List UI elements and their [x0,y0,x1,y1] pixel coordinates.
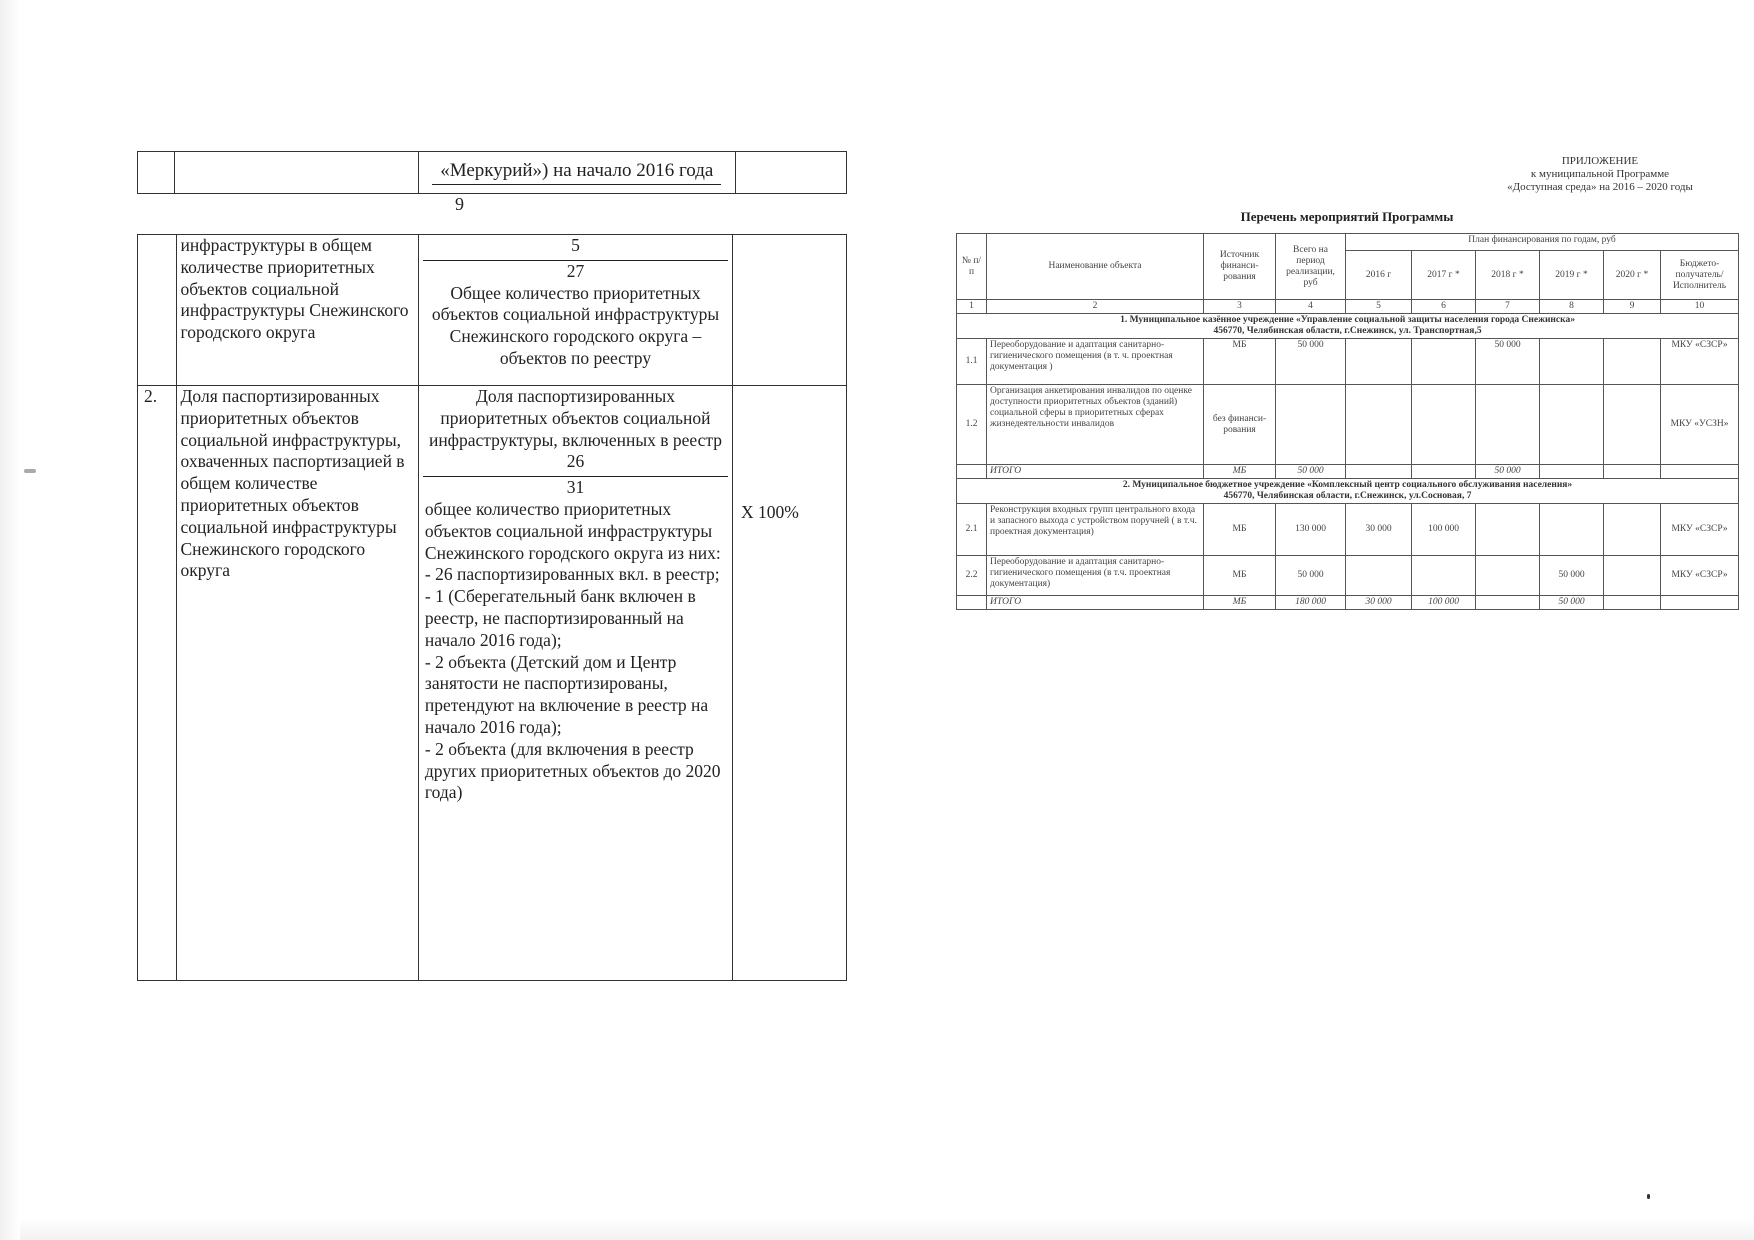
row-y2017 [1412,385,1476,465]
row-y2020 [1604,504,1661,556]
row-y2019 [1540,504,1604,556]
total-label: ИТОГО [987,465,1204,479]
breakdown-line: - 2 объекта (для включения в реестр других приоритетных объектов до 2020 года) [424,738,721,803]
total-y2020 [1604,596,1661,610]
header-source: Источник финанси-рования [1204,234,1276,300]
scan-mark [24,469,36,473]
header-year: 2020 г * [1604,251,1661,300]
total-source: МБ [1204,596,1276,610]
total-y2016 [1346,465,1412,479]
row-y2017 [1412,339,1476,385]
column-number: 9 [1604,300,1661,314]
total-y2018: 50 000 [1476,465,1540,479]
section-title [957,314,1739,339]
table-row [138,386,847,981]
table-row [957,504,1739,556]
fragment-text: «Меркурий») на начало 2016 года [432,160,721,185]
row-num: 2.2 [957,556,987,596]
section-address: 456770, Челябинская области, г.Снежинск, ул.Сосновая, 7 [1223,491,1472,501]
column-number: 3 [1204,300,1276,314]
scan-edge-shadow [0,0,20,1240]
header-plan: План финансирования по годам, руб [1346,234,1739,251]
total-recipient-cell [1661,596,1739,610]
appendix-line: «Доступная среда» на 2016 – 2020 годы [1507,181,1693,193]
row-y2020 [1604,556,1661,596]
table-row [957,339,1739,385]
column-number: 6 [1412,300,1476,314]
fragment-cell-1 [138,152,175,194]
total-recipient-cell [1661,465,1739,479]
column-number: 7 [1476,300,1540,314]
row-y2016 [1346,339,1412,385]
program-measures-table [956,233,1739,610]
formula-cell [418,386,732,981]
column-number: 1 [957,300,987,314]
row-num: 1.1 [957,339,987,385]
row-y2016 [1346,385,1412,465]
row-num: 2.1 [957,504,987,556]
row-object: Реконструкция входных групп центрального входа и запасного выхода с устройством поручней ( в т.ч. проектная документация) [987,504,1204,556]
row-y2020 [1604,385,1661,465]
denominator-value: 31 [566,477,585,498]
multiplier-value: Х 100% [733,386,847,981]
fragment-cell-2 [174,152,418,194]
total-y2016: 30 000 [1346,596,1412,610]
section-address: 456770, Челябинская области, г.Снежинск, ул. Транспортная,5 [1213,326,1482,336]
indicators-table [137,234,847,981]
row-recipient: МКУ «СЗСР» [1661,339,1739,385]
column-number: 4 [1276,300,1346,314]
table-row [957,556,1739,596]
row-y2016 [1346,556,1412,596]
row-y2019 [1540,339,1604,385]
table-row [957,385,1739,465]
row-y2018 [1476,504,1540,556]
total-y2019 [1540,465,1604,479]
row-source: МБ [1204,504,1276,556]
header-year: 2017 г * [1412,251,1476,300]
row-total: 50 000 [1276,339,1346,385]
multiplier-cell [733,235,847,386]
total-sum: 50 000 [1276,465,1346,479]
denominator-text: Общее количество приоритетных объектов социальной инфраструктуры Снежинского городского округа – объектов по реестру [431,282,720,368]
row-total: 50 000 [1276,556,1346,596]
total-y2020 [1604,465,1661,479]
indicator-name: Доля паспортизированных приоритетных объектов социальной инфраструктуры, охваченных паспортизацией в общем количестве приоритетных объектов социальной инфраструктуры Снежинского городского округа [176,386,418,981]
section-title [957,479,1739,504]
fragment-cell-3 [418,152,735,194]
column-number: 2 [987,300,1204,314]
section-header-row [957,314,1739,339]
header-object: Наименование объекта [987,234,1204,300]
total-y2017 [1412,465,1476,479]
denominator-value: 27 [566,260,585,281]
row-y2017: 100 000 [1412,504,1476,556]
breakdown-line: общее количество приоритетных объектов социальной инфраструктуры Снежинского городского округа из них: [424,498,721,563]
column-number: 10 [1661,300,1739,314]
row-source: без финанси-рования [1204,385,1276,465]
header-year: 2019 г * [1540,251,1604,300]
total-y2019: 50 000 [1540,596,1604,610]
scan-dot [1647,1194,1650,1199]
row-total: 130 000 [1276,504,1346,556]
numerator-value: 26 [566,451,585,472]
header-year: 2016 г [1346,251,1412,300]
header-num: № п/п [957,234,987,300]
total-num-cell [957,596,987,610]
section-name: 1. Муниципальное казённое учреждение «Управление социальной защиты населения города Снежинска» [1120,315,1575,325]
column-number: 8 [1540,300,1604,314]
row-y2018: 50 000 [1476,339,1540,385]
row-y2018 [1476,385,1540,465]
total-num-cell [957,465,987,479]
previous-page-table-fragment [137,151,847,194]
row-total [1276,385,1346,465]
column-number-row [957,300,1739,314]
header-total: Всего на период реализации, руб [1276,234,1346,300]
total-label: ИТОГО [987,596,1204,610]
row-number: 2. [138,386,177,981]
row-y2019 [1540,385,1604,465]
document-title: Перечень мероприятий Программы [1240,209,1454,224]
header-recipient: Бюджето-получатель/ Исполнитель [1661,251,1739,300]
appendix-line: к муниципальной Программе [1530,168,1670,180]
breakdown-line: - 26 паспортизированных вкл. в реестр; [424,564,720,585]
row-y2019: 50 000 [1540,556,1604,596]
row-object: Переоборудование и адаптация санитарно-гигиенического помещения (в т.ч. проектная документация) [987,556,1204,596]
total-sum: 180 000 [1276,596,1346,610]
row-source: МБ [1204,556,1276,596]
breakdown-line: - 2 объекта (Детский дом и Центр занятости не паспортизированы, претендуют на включение в реестр на начало 2016 года); [424,651,709,737]
breakdown-line: - 1 (Сберегательный банк включен в реестр, не паспортизированный на начало 2016 года); [424,586,696,650]
row-object: Переоборудование и адаптация санитарно-гигиенического помещения (в т. ч. проектная документация ) [987,339,1204,385]
section-name: 2. Муниципальное бюджетное учреждение «Комплексный центр социального обслуживания населения» [1122,480,1573,490]
row-recipient: МКУ «УСЗН» [1661,385,1739,465]
page-number: 9 [455,194,464,214]
total-y2017: 100 000 [1412,596,1476,610]
row-y2017 [1412,556,1476,596]
row-source: МБ [1204,339,1276,385]
numerator-value: 5 [571,235,580,255]
numerator-text: Доля паспортизированных приоритетных объектов социальной инфраструктуры, включенных в реестр [428,386,722,450]
table-row [138,235,847,386]
total-y2018 [1476,596,1540,610]
total-row [957,596,1739,610]
row-y2020 [1604,339,1661,385]
row-num: 1.2 [957,385,987,465]
total-row [957,465,1739,479]
row-y2018 [1476,556,1540,596]
section-header-row [957,479,1739,504]
header-row [957,234,1739,251]
row-recipient: МКУ «СЗСР» [1661,556,1739,596]
scan-bottom-shadow [20,1218,1754,1240]
fragment-cell-4 [735,152,846,194]
appendix-line: ПРИЛОЖЕНИЕ [1561,155,1639,167]
row-recipient: МКУ «СЗСР» [1661,504,1739,556]
total-source: МБ [1204,465,1276,479]
row-object: Организация анкетирования инвалидов по оценке доступности приоритетных объектов (зданий) социальной сферы в приоритетных сферах жизнедеятельности инвалидов [987,385,1204,465]
header-year: 2018 г * [1476,251,1540,300]
formula-cell [418,235,732,386]
column-number: 5 [1346,300,1412,314]
denominator-breakdown [425,499,726,804]
row-y2016: 30 000 [1346,504,1412,556]
indicator-name: инфраструктуры в общем количестве приоритетных объектов социальной инфраструктуры Снежинского городского округа [176,235,418,386]
row-number-cell [138,235,177,386]
appendix-heading [1480,155,1720,194]
